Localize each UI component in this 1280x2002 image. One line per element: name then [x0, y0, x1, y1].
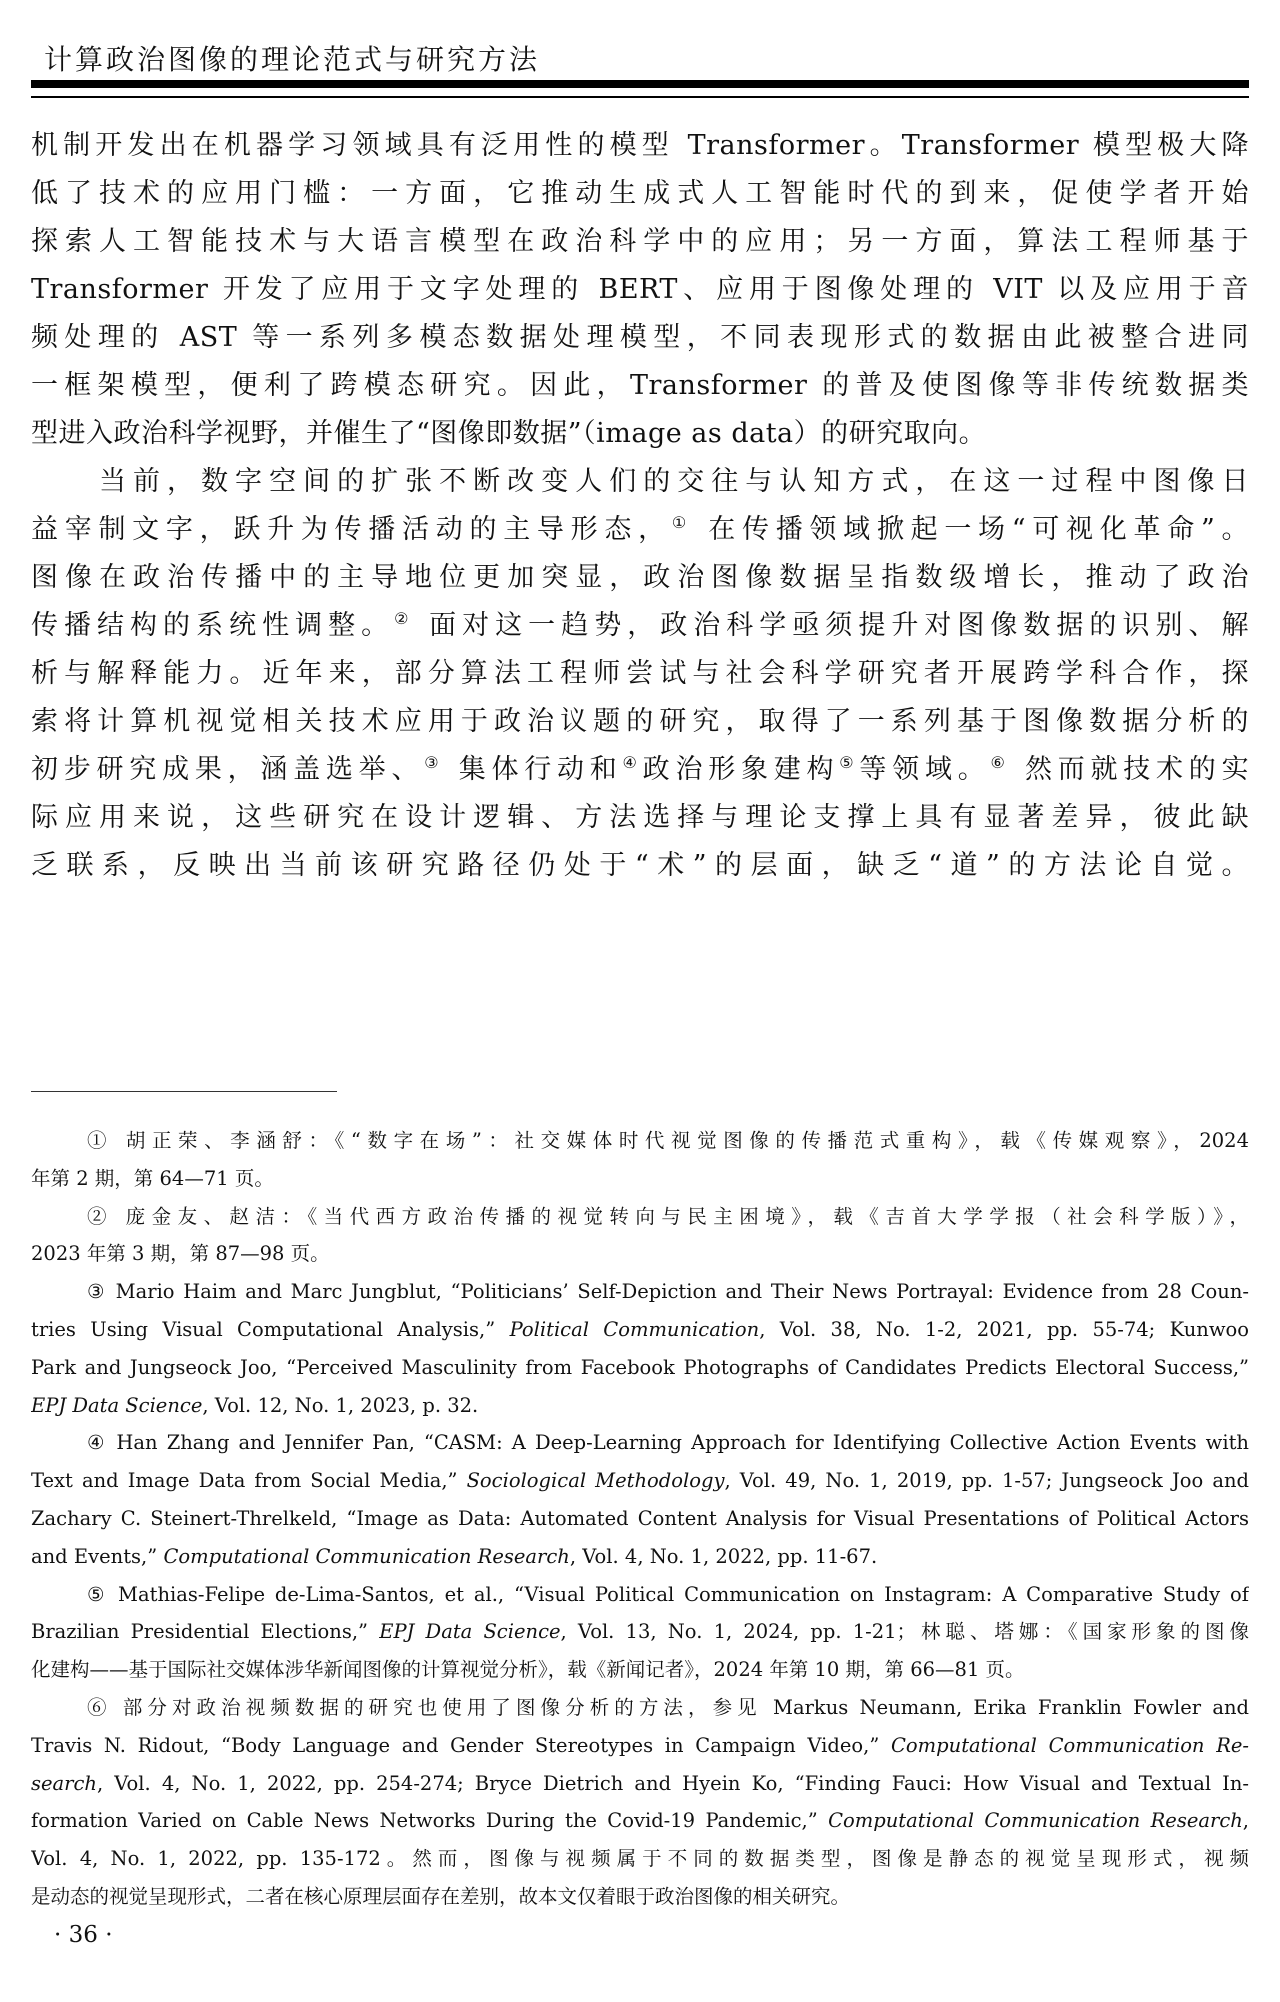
footnote-ref-1[interactable]: ①: [671, 513, 693, 532]
text-span: tries Using Visual Computational Analysis,”: [31, 1317, 510, 1341]
body-line: 机制开发出在机器学习领域具有泛用性的模型 Transformer。Transformer 模型极大降: [31, 130, 1249, 161]
journal-title: Sociological Methodology: [466, 1469, 725, 1493]
body-line: [31, 746, 1249, 794]
footnote-separator: [31, 1091, 337, 1092]
text-span: , Vol. 4, No. 1, 2022, pp. 11-67.: [569, 1544, 878, 1568]
body-line: 低了技术的应用门槛：一方面，它推动生成式人工智能时代的到来，促使学者开始: [31, 178, 1249, 209]
body-line: [31, 506, 1249, 554]
footnote-5-line: ⑤ Mathias-Felipe de-Lima-Santos, et al., “Visual Political Communication on Instagram: A Comparative Study of: [87, 1582, 1249, 1606]
text-span: 在传播领域掀起一场“可视化革命”。: [692, 514, 1249, 545]
body-line: 图像在政治传播中的主导地位更加突显，政治图像数据呈指数级增长，推动了政治: [31, 562, 1249, 593]
footnote-6-line: [31, 1727, 1249, 1765]
footnote-5-line: 化建构——基于国际社交媒体涉华新闻图像的计算视觉分析》，载《新闻记者》，2024 年第 10 期，第 66—81 页。: [31, 1658, 1025, 1682]
text-span: Brazilian Presidential Elections,”: [31, 1620, 380, 1644]
text-span: , Vol. 12, No. 1, 2023, p. 32.: [202, 1393, 479, 1417]
footnote-ref-2[interactable]: ②: [394, 609, 415, 628]
body-line: 乏联系，反映出当前该研究路径仍处于“术”的层面，缺乏“道”的方法论自觉。: [31, 850, 1249, 881]
body-text: [31, 122, 1249, 890]
footnote-ref-6[interactable]: ⑥: [990, 753, 1011, 772]
body-line: 探索人工智能技术与大语言模型在政治科学中的应用；另一方面，算法工程师基于: [31, 226, 1249, 257]
footnote-4-line: Zachary C. Steinert-Threlkeld, “Image as Data: Automated Content Analysis for Visual Presentations of Political Actors: [31, 1506, 1249, 1530]
journal-title: Computational Communication Research: [163, 1544, 570, 1568]
journal-title: Political Communication: [509, 1317, 760, 1341]
body-line: 析与解释能力。近年来，部分算法工程师尝试与社会科学研究者开展跨学科合作，探: [31, 658, 1249, 689]
footnote-4-line: ④ Han Zhang and Jennifer Pan, “CASM: A Deep-Learning Approach for Identifying Collective Action Events with: [87, 1431, 1249, 1455]
footnote-4-line: [31, 1538, 1249, 1576]
body-line: 际应用来说，这些研究在设计逻辑、方法选择与理论支撑上具有显著差异，彼此缺: [31, 802, 1249, 833]
footnote-6-line: 是动态的视觉呈现形式，二者在核心原理层面存在差别，故本文仅着眼于政治图像的相关研究。: [31, 1884, 851, 1908]
text-span: 等领域。: [859, 754, 991, 785]
text-span: , Vol. 4, No. 1, 2022, pp. 254-274; Bryce Dietrich and Hyein Ko, “Finding Fauci: How Visual and Textual In-: [96, 1771, 1249, 1795]
footnote-3-line: [31, 1311, 1249, 1349]
text-span: Travis N. Ridout, “Body Language and Gender Stereotypes in Campaign Video,”: [31, 1733, 891, 1757]
text-span: 然而就技术的实: [1010, 754, 1249, 785]
footnote-6-line: Vol. 4, No. 1, 2022, pp. 135-172。然而，图像与视频属于不同的数据类型，图像是静态的视觉呈现形式，视频: [31, 1847, 1249, 1871]
text-span: Text and Image Data from Social Media,”: [31, 1469, 467, 1493]
footnote-2-line: ② 庞金友、赵洁：《当代西方政治传播的视觉转向与民主困境》，载《吉首大学学报（社会科学版）》，: [87, 1204, 1249, 1228]
journal-title: EPJ Data Science: [379, 1620, 561, 1644]
footnote-3-line: ③ Mario Haim and Marc Jungblut, “Politicians’ Self-Depiction and Their News Portrayal: Evidence from 28 Coun-: [87, 1280, 1249, 1304]
header-rule-thick: [31, 80, 1249, 88]
body-line: Transformer 开发了应用于文字处理的 BERT、应用于图像处理的 VIT 以及应用于音: [31, 274, 1249, 305]
text-span: 政治形象建构: [642, 754, 840, 785]
footnotes: [31, 1122, 1249, 1916]
text-span: , Vol. 49, No. 1, 2019, pp. 1-57; Jungseock Joo and: [724, 1469, 1249, 1493]
text-span: , Vol. 38, No. 1-2, 2021, pp. 55-74; Kunwoo: [759, 1317, 1249, 1341]
footnote-6-line: ⑥ 部分对政治视频数据的研究也使用了图像分析的方法，参见 Markus Neumann, Erika Franklin Fowler and: [87, 1695, 1249, 1719]
text-span: , Vol. 13, No. 1, 2024, pp. 1-21；林聪、塔娜：《国家形象的图像: [560, 1620, 1249, 1644]
journal-title: search: [31, 1771, 97, 1795]
footnote-4-line: [31, 1462, 1249, 1500]
footnote-2-line: 2023 年第 3 期，第 87—98 页。: [31, 1242, 330, 1266]
header-rule-thin: [31, 96, 1249, 98]
page-number: · 36 ·: [54, 1922, 113, 1948]
body-line: 型进入政治科学视野，并催生了“图像即数据”（image as data）的研究取向。: [31, 418, 987, 449]
text-span: ,: [1242, 1809, 1249, 1833]
body-line: 一框架模型，便利了跨模态研究。因此，Transformer 的普及使图像等非传统数据类: [31, 370, 1249, 401]
body-line: 当前，数字空间的扩张不断改变人们的交往与认知方式，在这一过程中图像日: [99, 466, 1249, 497]
text-span: and Events,”: [31, 1544, 164, 1568]
text-span: 面对这一趋势，政治科学亟须提升对图像数据的识别、解: [414, 610, 1249, 641]
footnote-ref-5[interactable]: ⑤: [839, 753, 860, 772]
text-span: 初步研究成果，涵盖选举、: [31, 754, 425, 785]
footnote-5-line: [31, 1613, 1249, 1651]
journal-title: EPJ Data Science: [31, 1393, 203, 1417]
body-line: 索将计算机视觉相关技术应用于政治议题的研究，取得了一系列基于图像数据分析的: [31, 706, 1249, 737]
footnote-1-line: ① 胡正荣、李涵舒：《“数字在场”：社交媒体时代视觉图像的传播范式重构》，载《传媒观察》，2024: [87, 1129, 1249, 1152]
body-line: [31, 602, 1249, 650]
text-span: 传播结构的系统性调整。: [31, 610, 395, 641]
footnote-3-line: Park and Jungseock Joo, “Perceived Masculinity from Facebook Photographs of Candidates Predicts Electoral Success,”: [31, 1355, 1249, 1379]
footnote-ref-3[interactable]: ③: [424, 753, 445, 772]
footnote-3-line: [31, 1387, 1249, 1425]
footnote-1-line: 年第 2 期，第 64—71 页。: [31, 1166, 274, 1190]
journal-title: Computational Communication Re-: [891, 1733, 1249, 1757]
body-line: 频处理的 AST 等一系列多模态数据处理模型，不同表现形式的数据由此被整合进同: [31, 322, 1249, 353]
running-head-title: 计算政治图像的理论范式与研究方法: [44, 43, 541, 76]
footnote-ref-4[interactable]: ④: [622, 753, 643, 772]
text-span: 集体行动和: [444, 754, 623, 785]
footnote-6-line: [31, 1765, 1249, 1803]
text-span: formation Varied on Cable News Networks During the Covid-19 Pandemic,”: [31, 1809, 829, 1833]
journal-title: Computational Communication Research: [828, 1809, 1243, 1833]
text-span: 益宰制文字，跃升为传播活动的主导形态，: [31, 514, 672, 545]
footnote-6-line: [31, 1802, 1249, 1840]
